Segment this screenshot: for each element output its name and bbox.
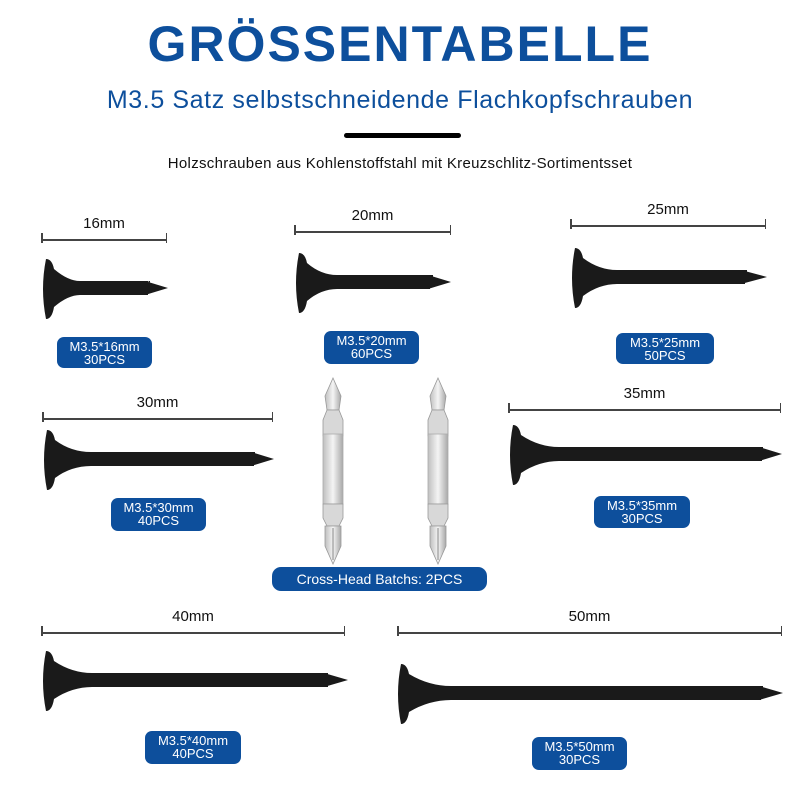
spec-badge-40mm	[145, 731, 241, 764]
spec-badge-20mm	[324, 331, 419, 364]
dimension-line-16mm	[41, 215, 167, 245]
title-divider	[344, 133, 461, 138]
dimension-line-25mm	[570, 201, 766, 231]
quantity-text: 30PCS	[83, 352, 126, 367]
dimension-line-30mm	[42, 394, 273, 424]
length-label: 20mm	[351, 207, 394, 224]
dimension-line-50mm	[397, 608, 782, 638]
screw-icon	[293, 251, 453, 315]
phillips-bit-icon	[313, 376, 353, 566]
length-label: 25mm	[647, 201, 689, 218]
page-subtitle: M3.5 Satz selbstschneidende Flachkopfschrauben	[106, 86, 694, 114]
length-label: 30mm	[136, 394, 179, 411]
length-label: 40mm	[172, 608, 214, 625]
spec-text: M3.5*16mm	[69, 339, 140, 354]
dimension-line-20mm	[294, 207, 451, 237]
dimension-line-40mm	[41, 608, 345, 638]
spec-badge-35mm	[594, 496, 690, 528]
screw-icon	[507, 423, 784, 487]
spec-badge-25mm	[616, 333, 714, 364]
screw-icon	[40, 257, 170, 321]
quantity-text: 40PCS	[172, 746, 214, 761]
spec-text: M3.5*40mm	[157, 733, 229, 748]
spec-text: M3.5*30mm	[123, 500, 194, 515]
quantity-text: 30PCS	[558, 752, 601, 767]
spec-badge-16mm	[57, 337, 152, 368]
length-label: 35mm	[623, 385, 666, 402]
screw-icon	[41, 428, 276, 492]
quantity-text: 60PCS	[350, 346, 393, 361]
dimension-line-35mm	[508, 385, 781, 415]
spec-text: M3.5*50mm	[544, 739, 615, 754]
spec-text: M3.5*20mm	[336, 333, 407, 348]
length-label: 50mm	[568, 608, 611, 625]
spec-badge-30mm	[111, 498, 206, 531]
screw-icon	[395, 662, 785, 726]
spec-badge-50mm	[532, 737, 627, 770]
screw-icon	[40, 649, 350, 713]
quantity-text: 40PCS	[137, 513, 180, 528]
length-label: 16mm	[83, 215, 125, 232]
phillips-bit-icon	[418, 376, 458, 566]
product-description: Holzschrauben aus Kohlenstoffstahl mit Kreuzschlitz-Sortimentsset	[167, 155, 633, 172]
bits-badge: Cross-Head Batchs: 2PCS	[272, 567, 487, 591]
screw-icon	[569, 246, 769, 310]
quantity-text: 50PCS	[644, 348, 686, 363]
spec-text: M3.5*35mm	[606, 498, 678, 513]
quantity-text: 30PCS	[621, 511, 663, 526]
spec-text: M3.5*25mm	[629, 335, 701, 350]
page-title: GRÖSSENTABELLE	[147, 16, 653, 72]
